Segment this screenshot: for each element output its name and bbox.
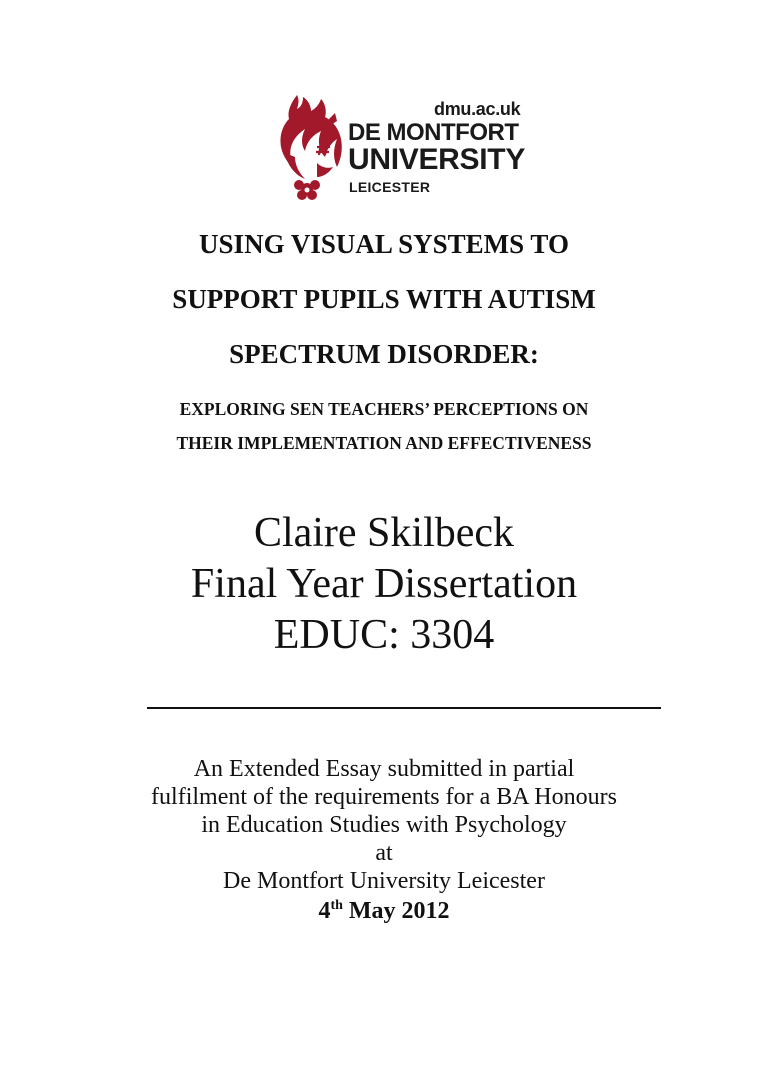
statement-line: De Montfort University Leicester <box>223 868 545 894</box>
logo-name-line2: UNIVERSITY <box>348 143 526 176</box>
logo-name-line3: LEICESTER <box>349 179 431 195</box>
title-line: SPECTRUM DISORDER: <box>229 339 539 369</box>
author-name: Claire Skilbeck <box>253 510 515 556</box>
dissertation-title <box>0 217 768 382</box>
statement-line: fulfilment of the requirements for a BA Honours <box>151 784 617 810</box>
date-month-year: May 2012 <box>342 898 450 924</box>
submission-date <box>0 895 768 927</box>
subtitle-line: EXPLORING SEN TEACHERS’ PERCEPTIONS ON <box>179 399 589 419</box>
dmu-heraldic-mark-icon <box>277 93 345 201</box>
date-day: 4 <box>318 898 331 924</box>
logo-url-text: dmu.ac.uk <box>434 99 521 119</box>
date-ordinal: th <box>330 898 343 913</box>
author-block <box>0 508 768 661</box>
statement-line: in Education Studies with Psychology <box>201 812 567 838</box>
dissertation-subtitle <box>0 392 768 460</box>
divider-rule <box>147 707 661 709</box>
document-type: Final Year Dissertation <box>190 561 578 607</box>
title-line: SUPPORT PUPILS WITH AUTISM <box>172 284 596 314</box>
subtitle-line: THEIR IMPLEMENTATION AND EFFECTIVENESS <box>176 433 592 453</box>
university-logo <box>277 93 527 203</box>
submission-statement <box>0 755 768 927</box>
title-line: USING VISUAL SYSTEMS TO <box>199 229 569 259</box>
statement-line: at <box>375 840 393 866</box>
logo-name-line1: DE MONTFORT <box>348 119 519 146</box>
module-code: EDUC: 3304 <box>273 612 495 658</box>
statement-line: An Extended Essay submitted in partial <box>193 756 575 782</box>
